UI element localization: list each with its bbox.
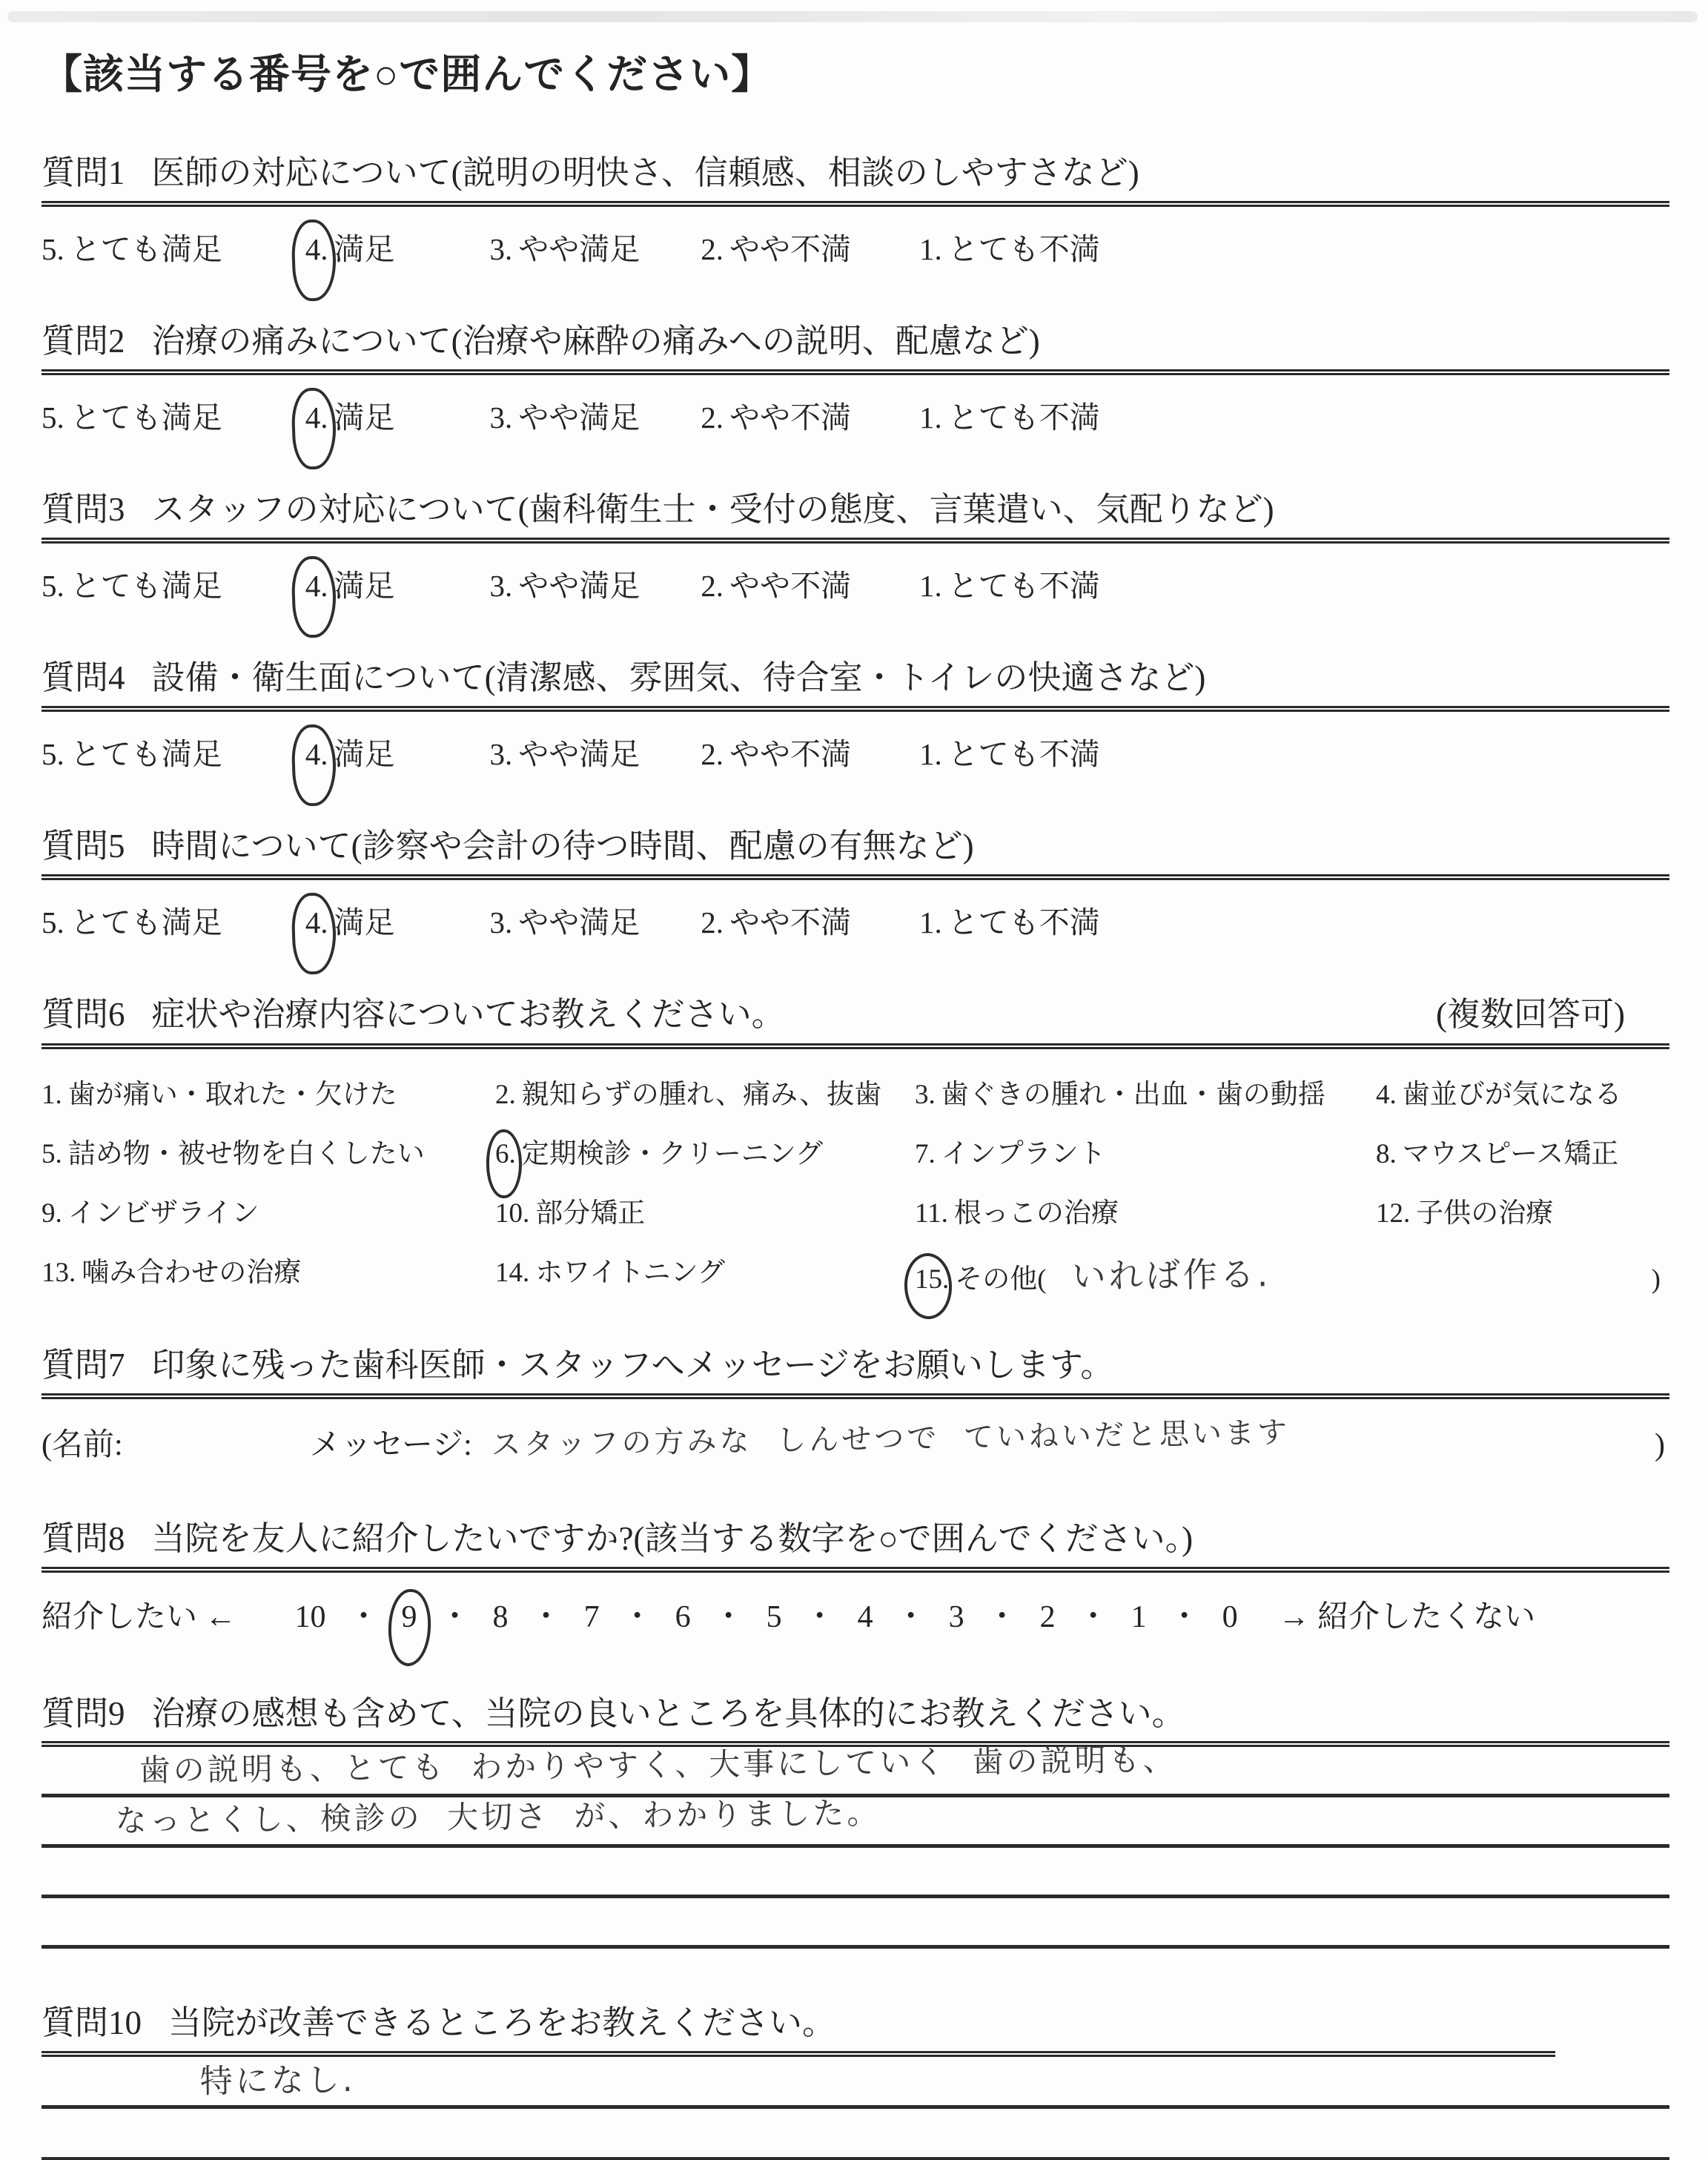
nps-number: 6 bbox=[675, 1599, 691, 1634]
nps-number-selected bbox=[402, 1599, 417, 1635]
question-5-label: 質問5 bbox=[42, 828, 125, 865]
rating-option bbox=[701, 898, 851, 942]
option-text: マウスピース矯正 bbox=[1402, 1138, 1619, 1169]
option-number: 2. bbox=[701, 737, 724, 772]
option-number: 9. bbox=[42, 1198, 62, 1229]
handwritten-text: いれば作る. bbox=[1070, 1253, 1271, 1296]
answer-line bbox=[42, 1794, 1669, 1848]
question-7-label: 質問7 bbox=[42, 1346, 125, 1384]
option-number: 3. bbox=[489, 232, 513, 267]
dot-separator: ・ bbox=[530, 1599, 562, 1634]
rating-option bbox=[42, 225, 222, 268]
nps-number: 3 bbox=[948, 1599, 964, 1634]
question-5-title: 時間について(診察や会計の待つ時間、配慮の有無など) bbox=[151, 828, 974, 865]
question-2-header bbox=[42, 322, 1669, 361]
question-9-label: 質問9 bbox=[42, 1694, 125, 1732]
rating-option bbox=[42, 730, 222, 773]
option-text: 満足 bbox=[334, 737, 395, 772]
option-text: とても不満 bbox=[947, 400, 1100, 435]
handwritten-text: なっとくし、検診の 大切さ が、わかりました。 bbox=[115, 1794, 881, 1839]
handwritten-text: 歯の説明も、とても わかりやすく、大事にしていく 歯の説明も、 bbox=[139, 1741, 1177, 1789]
nps-left-label: 紹介したい ← bbox=[42, 1599, 236, 1634]
option-number: 4. bbox=[305, 232, 328, 267]
option-text: とても満足 bbox=[70, 232, 222, 267]
multiple-answers-note: (複数回答可) bbox=[1436, 996, 1625, 1034]
treatment-option-selected bbox=[495, 1131, 915, 1171]
option-number: 10. bbox=[495, 1198, 530, 1229]
option-number: 3. bbox=[489, 737, 513, 772]
option-text: 満足 bbox=[334, 232, 395, 267]
rating-option bbox=[490, 225, 640, 268]
question-2-section bbox=[42, 322, 1669, 437]
question-4-title: 設備・衛生面について(清潔感、雰囲気、待合室・トイレの快適さなど) bbox=[151, 659, 1206, 697]
question-3-section bbox=[42, 490, 1669, 605]
question-1-options bbox=[42, 225, 1669, 268]
dot-separator: ・ bbox=[804, 1599, 835, 1634]
option-number: 3. bbox=[489, 400, 513, 435]
question-6-section bbox=[42, 995, 1669, 1298]
form-title: 【該当する番号を○で囲んでください】 bbox=[42, 52, 773, 97]
header-rule bbox=[42, 1393, 1669, 1399]
question-2-title: 治療の痛みについて(治療や麻酔の痛みへの説明、配慮など) bbox=[151, 323, 1040, 360]
nps-number: 7 bbox=[583, 1599, 600, 1634]
option-number: 3. bbox=[489, 569, 513, 604]
option-text: やや不満 bbox=[729, 905, 851, 940]
treatment-option bbox=[915, 1071, 1376, 1112]
handwritten-text: スタッフの方みな しんせつで ていねいだと思います bbox=[491, 1415, 1291, 1462]
option-text: 子供の治療 bbox=[1416, 1198, 1554, 1229]
question-8-title: 当院を友人に紹介したいですか?(該当する数字を○で囲んでください。) bbox=[151, 1519, 1194, 1557]
option-number: 4. bbox=[305, 905, 328, 940]
question-9-header bbox=[42, 1694, 1669, 1734]
option-number: 1. bbox=[919, 737, 942, 772]
option-text: ホワイトニング bbox=[535, 1257, 725, 1288]
option-number: 1. bbox=[42, 1079, 62, 1110]
header-rule bbox=[42, 201, 1669, 207]
option-number: 12. bbox=[1376, 1198, 1411, 1229]
option-number: 2. bbox=[701, 569, 724, 604]
rating-option bbox=[701, 561, 851, 605]
option-text: やや不満 bbox=[729, 737, 851, 772]
nps-number: 4 bbox=[857, 1599, 873, 1634]
question-8-label: 質問8 bbox=[42, 1519, 125, 1557]
rating-option bbox=[919, 225, 1100, 268]
option-text: 噛み合わせの治療 bbox=[82, 1257, 302, 1288]
nps-scale-row bbox=[42, 1592, 1669, 1636]
rating-option bbox=[701, 393, 851, 437]
header-rule bbox=[42, 369, 1669, 375]
message-field-label: メッセージ: bbox=[309, 1427, 472, 1462]
option-number: 2. bbox=[701, 400, 724, 435]
question-7-section bbox=[42, 1346, 1669, 1466]
option-text: とても不満 bbox=[947, 569, 1100, 604]
scan-artifact-band bbox=[7, 11, 1698, 22]
closing-paren: ) bbox=[1651, 1264, 1661, 1295]
option-number: 5. bbox=[42, 232, 64, 267]
option-text: とても満足 bbox=[70, 400, 222, 435]
header-rule bbox=[42, 538, 1669, 544]
question-7-answer-row bbox=[42, 1415, 1669, 1466]
treatment-option-other-selected bbox=[915, 1249, 1669, 1298]
option-number: 2. bbox=[701, 232, 724, 267]
question-10-label: 質問10 bbox=[42, 2004, 142, 2041]
option-number: 5. bbox=[42, 737, 64, 772]
treatment-option bbox=[42, 1071, 495, 1112]
option-number-wrap bbox=[305, 736, 328, 772]
option-text: やや不満 bbox=[729, 232, 851, 267]
dot-separator: ・ bbox=[1168, 1599, 1200, 1634]
option-number: 13. bbox=[42, 1257, 76, 1288]
question-2-options bbox=[42, 393, 1669, 437]
dot-separator: ・ bbox=[986, 1599, 1018, 1634]
question-3-header bbox=[42, 490, 1669, 529]
question-5-section bbox=[42, 827, 1669, 942]
header-rule bbox=[42, 874, 1669, 880]
answer-line bbox=[42, 2109, 1669, 2160]
rating-option bbox=[42, 898, 222, 942]
question-5-options bbox=[42, 898, 1669, 942]
question-4-header bbox=[42, 658, 1669, 698]
rating-option bbox=[490, 898, 640, 942]
nps-right-label: → 紹介したくない bbox=[1278, 1599, 1536, 1634]
nps-number: 10 bbox=[294, 1599, 326, 1634]
option-number-wrap bbox=[915, 1264, 949, 1295]
answer-line bbox=[42, 2057, 1669, 2109]
option-number: 5. bbox=[42, 400, 64, 435]
option-text: やや不満 bbox=[729, 400, 851, 435]
rating-option bbox=[42, 561, 222, 605]
option-text: とても満足 bbox=[70, 905, 222, 940]
option-number: 4. bbox=[305, 737, 328, 772]
option-text: 親知らずの腫れ、痛み、抜歯 bbox=[521, 1079, 882, 1110]
option-number-wrap bbox=[305, 568, 328, 604]
question-1-header bbox=[42, 153, 1669, 193]
question-4-options bbox=[42, 730, 1669, 773]
option-text: やや満足 bbox=[518, 400, 640, 435]
option-number: 15. bbox=[915, 1264, 950, 1295]
option-text: 詰め物・被せ物を白くしたい bbox=[67, 1138, 425, 1169]
question-6-options bbox=[42, 1071, 1669, 1298]
option-number: 3. bbox=[915, 1079, 936, 1110]
header-rule bbox=[42, 706, 1669, 712]
option-text: 部分矯正 bbox=[535, 1198, 646, 1229]
nps-number: 2 bbox=[1039, 1599, 1056, 1634]
rating-option bbox=[919, 898, 1100, 942]
dot-separator: ・ bbox=[439, 1599, 471, 1634]
option-number: 5. bbox=[42, 905, 64, 940]
treatment-option bbox=[915, 1131, 1376, 1171]
option-number: 2. bbox=[701, 905, 724, 940]
question-10-section bbox=[42, 2004, 1669, 2160]
question-8-header bbox=[42, 1519, 1669, 1559]
rating-option bbox=[490, 730, 640, 773]
treatment-option bbox=[42, 1190, 495, 1230]
option-text: やや満足 bbox=[518, 737, 640, 772]
dot-separator: ・ bbox=[1077, 1599, 1109, 1634]
question-3-label: 質問3 bbox=[42, 491, 125, 529]
option-number: 1. bbox=[919, 569, 942, 604]
rating-option bbox=[919, 730, 1100, 773]
option-number: 4. bbox=[1376, 1079, 1397, 1110]
question-8-section bbox=[42, 1519, 1669, 1636]
question-6-title: 症状や治療内容についてお教えください。 bbox=[151, 996, 785, 1034]
question-10-title: 当院が改善できるところをお教えください。 bbox=[168, 2004, 836, 2041]
option-number-wrap bbox=[305, 231, 328, 267]
option-text: やや満足 bbox=[518, 905, 640, 940]
option-number: 2. bbox=[495, 1079, 516, 1110]
treatment-option bbox=[915, 1190, 1376, 1230]
option-text: インプラント bbox=[941, 1138, 1106, 1169]
nps-number: 8 bbox=[492, 1599, 509, 1634]
treatment-option bbox=[42, 1249, 495, 1298]
question-6-header bbox=[42, 995, 1669, 1034]
rating-option bbox=[490, 393, 640, 437]
question-1-title: 医師の対応について(説明の明快さ、信頼感、相談のしやすさなど) bbox=[151, 154, 1139, 191]
option-number: 6. bbox=[495, 1138, 516, 1169]
rating-option-selected bbox=[305, 898, 395, 942]
option-number: 3. bbox=[489, 905, 513, 940]
nps-number: 0 bbox=[1222, 1599, 1238, 1634]
rating-option bbox=[42, 393, 222, 437]
dot-separator: ・ bbox=[621, 1599, 653, 1634]
option-text: 定期検診・クリーニング bbox=[521, 1138, 824, 1169]
option-text: やや不満 bbox=[729, 569, 851, 604]
rating-option bbox=[919, 561, 1100, 605]
header-rule bbox=[42, 1567, 1669, 1573]
option-text: 満足 bbox=[334, 400, 395, 435]
option-text: やや満足 bbox=[518, 569, 640, 604]
treatment-option bbox=[495, 1190, 915, 1230]
treatment-option bbox=[1376, 1190, 1669, 1230]
question-2-label: 質問2 bbox=[42, 323, 125, 360]
option-text: 根っこの治療 bbox=[953, 1198, 1119, 1229]
question-9-title: 治療の感想も含めて、当院の良いところを具体的にお教えください。 bbox=[151, 1694, 1185, 1732]
nps-number: 5 bbox=[766, 1599, 782, 1634]
question-3-options bbox=[42, 561, 1669, 605]
option-text: とても不満 bbox=[947, 905, 1100, 940]
option-number: 8. bbox=[1376, 1138, 1397, 1169]
option-number: 7. bbox=[915, 1138, 936, 1169]
treatment-option bbox=[1376, 1131, 1669, 1171]
rating-option bbox=[490, 561, 640, 605]
rating-option bbox=[701, 225, 851, 268]
option-text: とても満足 bbox=[70, 569, 222, 604]
question-7-header bbox=[42, 1346, 1669, 1385]
question-4-label: 質問4 bbox=[42, 659, 125, 697]
option-text: 満足 bbox=[334, 905, 395, 940]
option-number: 14. bbox=[495, 1257, 530, 1288]
treatment-option bbox=[1376, 1071, 1669, 1112]
rating-option bbox=[701, 730, 851, 773]
nps-number: 9 bbox=[401, 1599, 417, 1634]
option-number-wrap bbox=[495, 1138, 516, 1170]
question-7-title: 印象に残った歯科医師・スタッフへメッセージをお願いします。 bbox=[151, 1346, 1114, 1384]
option-text: 歯並びが気になる bbox=[1402, 1079, 1622, 1110]
rating-option-selected bbox=[305, 561, 395, 605]
question-3-title: スタッフの対応について(歯科衛生士・受付の態度、言葉遣い、気配りなど) bbox=[151, 491, 1274, 529]
rating-option bbox=[919, 393, 1100, 437]
option-number: 5. bbox=[42, 569, 64, 604]
answer-line bbox=[42, 1848, 1669, 1898]
handwritten-text: 特になし. bbox=[199, 2061, 356, 2101]
option-number-wrap bbox=[305, 905, 328, 940]
option-number: 1. bbox=[919, 400, 942, 435]
nps-number: 1 bbox=[1131, 1599, 1147, 1634]
treatment-option bbox=[495, 1071, 915, 1112]
question-5-header bbox=[42, 827, 1669, 866]
option-number: 11. bbox=[915, 1198, 948, 1229]
name-field-label: (名前: bbox=[42, 1427, 123, 1462]
treatment-option bbox=[42, 1131, 495, 1171]
option-text: やや満足 bbox=[518, 232, 640, 267]
option-text: 歯ぐきの腫れ・出血・歯の動揺 bbox=[941, 1079, 1325, 1110]
option-number: 1. bbox=[919, 905, 942, 940]
option-number: 4. bbox=[305, 400, 328, 435]
rating-option-selected bbox=[305, 393, 395, 437]
answer-line bbox=[42, 1898, 1669, 1949]
option-number-wrap bbox=[305, 400, 328, 435]
dot-separator: ・ bbox=[895, 1599, 927, 1634]
option-text: とても満足 bbox=[70, 737, 222, 772]
treatment-option bbox=[495, 1249, 915, 1298]
option-text: 満足 bbox=[334, 569, 395, 604]
dot-separator: ・ bbox=[348, 1599, 380, 1634]
option-text: その他( bbox=[955, 1264, 1047, 1295]
option-text: 歯が痛い・取れた・欠けた bbox=[67, 1079, 397, 1110]
question-4-section bbox=[42, 658, 1669, 773]
option-text: とても不満 bbox=[947, 232, 1100, 267]
question-9-section bbox=[42, 1694, 1669, 1949]
option-number: 4. bbox=[305, 569, 328, 604]
option-number: 1. bbox=[919, 232, 942, 267]
dot-separator: ・ bbox=[712, 1599, 744, 1634]
option-number: 5. bbox=[42, 1138, 62, 1169]
option-text: とても不満 bbox=[947, 737, 1100, 772]
question-6-label: 質問6 bbox=[42, 996, 125, 1034]
question-1-section bbox=[42, 153, 1669, 268]
question-1-label: 質問1 bbox=[42, 154, 125, 191]
rating-option-selected bbox=[305, 730, 395, 773]
rating-option-selected bbox=[305, 225, 395, 268]
question-10-header bbox=[42, 2004, 1669, 2043]
header-rule bbox=[42, 1043, 1669, 1049]
closing-paren: ) bbox=[1655, 1427, 1665, 1462]
option-text: インビザライン bbox=[67, 1198, 259, 1229]
